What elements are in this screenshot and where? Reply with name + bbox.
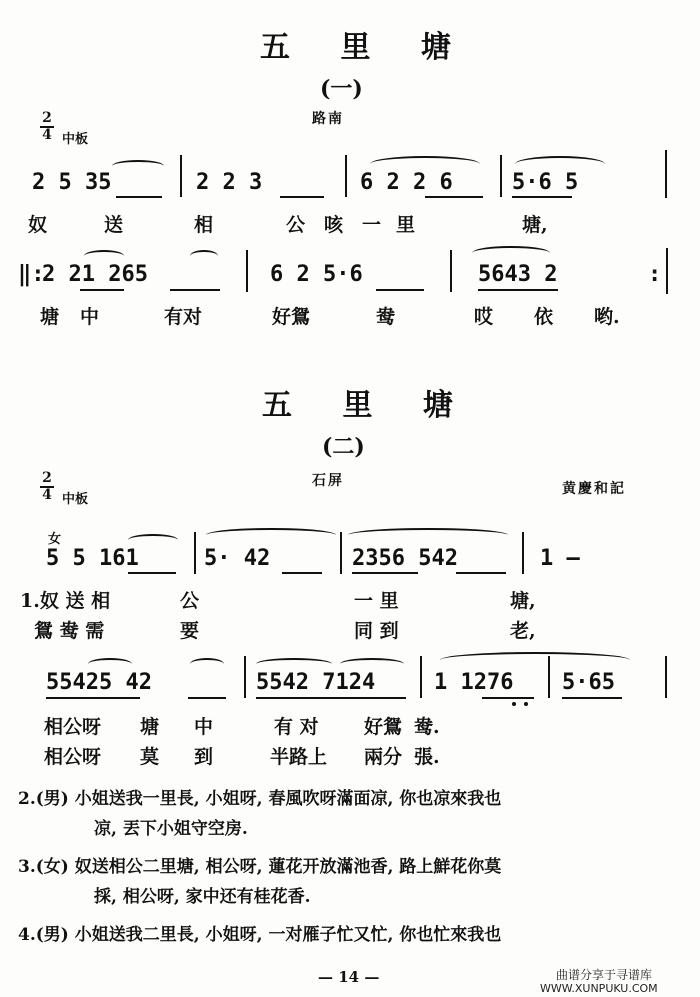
beam — [482, 697, 534, 699]
song1-title: 五 里 塘 — [260, 30, 471, 65]
slur — [370, 156, 480, 172]
repeat-end: : — [648, 262, 662, 287]
beam — [128, 572, 176, 574]
song2-number: (二) — [322, 434, 365, 460]
barline — [522, 532, 524, 574]
song1-lyric-line2: 塘 中 有对 好鴛 鸯 哎 依 哟. — [40, 306, 620, 328]
beam — [376, 289, 424, 291]
slur — [112, 160, 164, 172]
beam — [46, 697, 140, 699]
low-octave-dot — [512, 702, 516, 706]
song1-measure-7: 5643 2 — [478, 262, 558, 287]
verse-4: 4.(男) 小姐送我二里長, 小姐呀, 一对雁子忙又忙, 你也忙來我也 — [18, 925, 502, 945]
song2-place: 石屏 — [312, 473, 344, 489]
barline — [194, 532, 196, 574]
barline — [665, 150, 667, 198]
barline — [666, 248, 668, 294]
barline — [345, 155, 347, 197]
beam — [425, 196, 483, 198]
slur — [84, 250, 124, 262]
barline — [180, 155, 182, 197]
beam — [478, 289, 558, 291]
slur — [472, 246, 550, 260]
slur — [190, 658, 224, 670]
song2-measure-3: 2356 542 — [352, 546, 458, 571]
song2-measure-4: 1 – — [540, 546, 580, 571]
beam — [170, 289, 220, 291]
watermark-url: WWW.XUNPUKU.COM — [540, 982, 658, 995]
song2-measure-1: 5 5 161 — [46, 546, 139, 571]
song2-tempo: 中板 — [62, 492, 89, 507]
song1-measure-2: 2 2 3 — [196, 170, 263, 195]
song2-time-signature: 2 4 — [40, 472, 54, 502]
slur — [206, 528, 336, 542]
slur — [348, 528, 508, 542]
repeat-start: ‖: — [18, 262, 45, 287]
song2-verse1b: 鴛 鸯 需 要 同 到 老, — [34, 620, 536, 642]
barline — [244, 656, 246, 698]
song2-measure-2: 5· 42 — [204, 546, 271, 571]
song2-verse2a: 相公呀 塘 中 有 对 好鴛 鸯. — [44, 716, 440, 738]
watermark-text: 曲谱分享于寻谱库 — [556, 968, 653, 982]
voice-label: 女 — [48, 532, 62, 547]
song1-measure-4: 5·6 5 — [512, 170, 579, 195]
beam — [562, 697, 622, 699]
song1-tempo: 中板 — [62, 132, 89, 147]
song2-title: 五 里 塘 — [262, 388, 473, 423]
song2-measure-5: 55425 42 — [46, 670, 152, 695]
song1-measure-3: 6 2 2 6 — [360, 170, 453, 195]
slur — [88, 658, 132, 670]
barline — [500, 155, 502, 197]
beam — [256, 697, 406, 699]
barline — [246, 250, 248, 292]
song1-number: (一) — [320, 76, 363, 102]
song1-measure-5: 2 21 265 — [42, 262, 148, 287]
slur — [128, 534, 178, 546]
song1-place: 路南 — [312, 111, 344, 127]
slur — [340, 658, 404, 670]
beam — [456, 572, 506, 574]
song1-time-signature: 2 4 — [40, 112, 54, 142]
beam — [80, 289, 124, 291]
song1-measure-1: 2 5 35 — [32, 170, 112, 195]
barline — [450, 250, 452, 292]
slur — [515, 156, 605, 172]
song2-measure-8: 5·65 — [562, 670, 615, 695]
barline — [340, 532, 342, 574]
beam — [282, 572, 322, 574]
slur — [190, 250, 218, 262]
verse-2: 2.(男) 小姐送我一里長, 小姐呀, 春風吹呀滿面凉, 你也凉來我也 凉, 丟下小姐守空房. — [18, 789, 502, 839]
verse-3: 3.(女) 奴送相公二里塘, 相公呀, 蓮花开放滿池香, 路上鮮花你莫 採, 相公呀, 家中还有桂花香. — [18, 857, 502, 907]
barline — [665, 656, 667, 698]
slur — [256, 658, 332, 670]
beam — [512, 196, 572, 198]
beam — [116, 196, 162, 198]
song1-measure-6: 6 2 5·6 — [270, 262, 363, 287]
song1-lyric-line1: 奴 送 相 公 咳 一 里 塘, — [28, 214, 548, 236]
beam — [280, 196, 324, 198]
beam — [188, 697, 226, 699]
song2-credit: 黄慶和記 — [562, 481, 626, 497]
page-number: — 14 — — [318, 968, 380, 986]
beam — [352, 572, 418, 574]
song2-verse1a: 1.奴 送 相 公 一 里 塘, — [20, 590, 536, 612]
low-octave-dot — [524, 702, 528, 706]
barline — [420, 656, 422, 698]
slur — [440, 652, 630, 668]
song2-measure-6: 5542 7124 — [256, 670, 376, 695]
song2-verse2b: 相公呀 莫 到 半路上 兩分 張. — [44, 746, 440, 768]
song2-measure-7: 1 1276 — [434, 670, 514, 695]
